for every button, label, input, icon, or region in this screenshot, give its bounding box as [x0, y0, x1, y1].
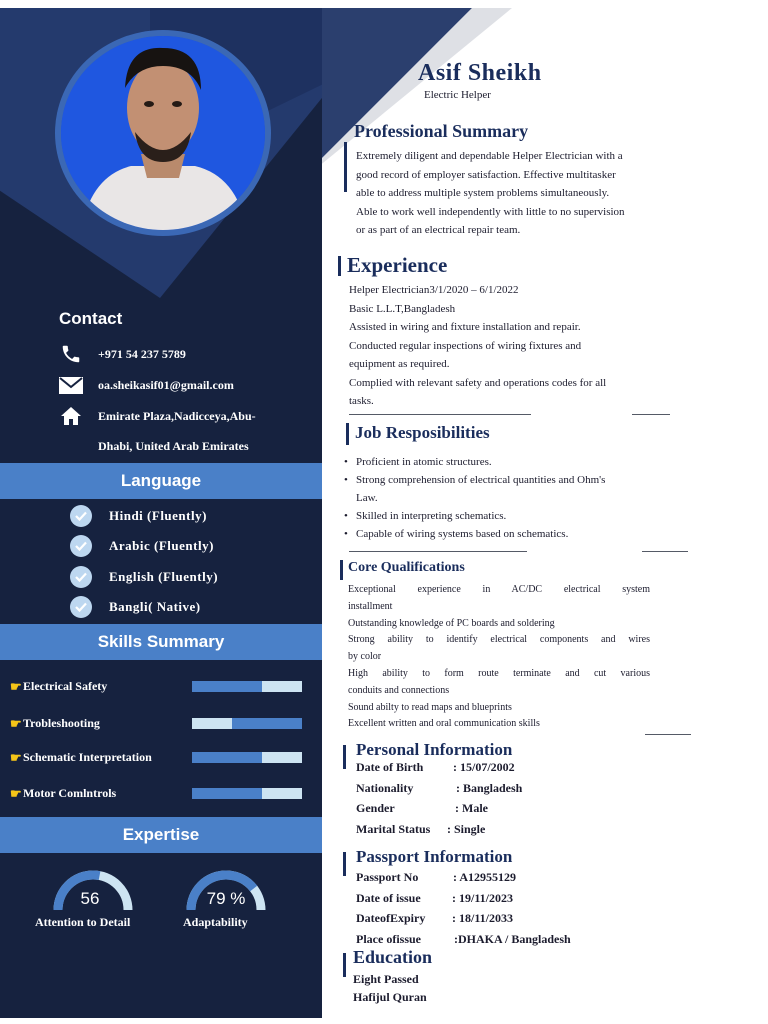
personal-heading: Personal Information: [356, 740, 513, 759]
section-marker: [338, 256, 341, 276]
attention-label: Attention to Detail: [35, 915, 131, 929]
section-marker: [343, 953, 346, 977]
info-row: [356, 798, 488, 819]
info-value: : 15/07/2002: [453, 760, 515, 774]
qualification-line: Strong ability to identify electrical components and wires: [348, 634, 650, 646]
passport-heading: Passport Information: [356, 847, 513, 866]
summary-line: Able to work well independently with little to no supervision: [356, 205, 625, 218]
divider: [632, 414, 670, 415]
profile-photo: [61, 36, 265, 230]
education-line: Hafijul Quran: [353, 990, 427, 1004]
experience-line: Complied with relevant safety and operations codes for all: [349, 376, 607, 389]
adaptability-label: Adaptability: [183, 915, 248, 929]
list-item: • Proficient in atomic structures.: [344, 453, 605, 471]
expertise-heading: Expertise: [0, 817, 322, 853]
check-icon: [70, 566, 92, 588]
qualification-line: Exceptional experience in AC/DC electrical system: [348, 584, 650, 595]
info-row: [356, 929, 571, 950]
info-value: :DHAKA / Bangladesh: [454, 931, 571, 946]
info-label: Place ofissue: [356, 931, 421, 946]
summary-line: able to address multiple system problems simultaneously.: [356, 187, 610, 199]
info-label: DateofExpiry: [356, 911, 426, 925]
qualifications-text: [348, 582, 650, 733]
info-value: : A12955129: [453, 870, 516, 884]
qualification-line: Excellent written and oral communication skills: [348, 718, 540, 730]
divider: [642, 551, 688, 552]
skill-name: Motor Comlntrols: [23, 786, 117, 800]
skill-row: [10, 716, 310, 734]
skill-level-fill: [192, 752, 262, 763]
divider: [349, 414, 531, 415]
pointing-hand-icon: ☛: [10, 786, 22, 801]
info-row: [356, 757, 515, 778]
qualification-line: Outstanding knowledge of PC boards and soldering: [348, 617, 555, 629]
pointing-hand-icon: ☛: [10, 750, 22, 765]
list-item: • Skilled in interpreting schematics.: [344, 507, 605, 525]
responsibilities-list: [344, 453, 605, 543]
section-marker: [343, 852, 346, 876]
language-item: [70, 535, 214, 557]
info-label: Date of Birth: [356, 760, 424, 774]
qualification-line: conduits and connections: [348, 684, 450, 696]
skill-row: [10, 786, 310, 804]
language-label: Hindi (Fluently): [109, 508, 207, 523]
check-icon: [70, 535, 92, 557]
home-icon: [58, 405, 84, 427]
experience-text: [349, 281, 606, 411]
qualification-line: High ability to form route terminate and cut various: [348, 667, 650, 679]
skills-heading: Skills Summary: [0, 624, 322, 660]
info-label: Date of issue: [356, 890, 421, 905]
list-item: • Strong comprehension of electrical quantities and Ohm's: [344, 471, 605, 489]
attention-value: 56: [80, 889, 100, 908]
section-marker: [346, 423, 349, 445]
qualifications-heading: Core Qualifications: [348, 560, 465, 575]
education-heading: Education: [353, 947, 433, 967]
info-row: [356, 888, 514, 909]
contact-heading: Contact: [59, 309, 123, 328]
education-line: Eight Passed: [353, 972, 419, 986]
info-row: [356, 908, 514, 929]
candidate-role: Electric Helper: [424, 89, 491, 101]
adaptability-value: 79 %: [206, 889, 246, 908]
info-row: [356, 867, 516, 888]
address-line-1: Emirate Plaza,Nadicceya,Abu-: [98, 409, 256, 423]
pointing-hand-icon: ☛: [10, 716, 22, 731]
qualification-line: Sound abilty to read maps and blueprints: [348, 701, 512, 713]
info-label: Passport No: [356, 870, 419, 884]
skill-row: [10, 750, 310, 768]
language-item: [70, 566, 218, 588]
experience-line: tasks.: [349, 395, 374, 407]
summary-line: or as part of an electrical repair team.: [356, 224, 521, 236]
divider: [349, 551, 527, 552]
responsibilities-heading: Job Resposibilities: [355, 423, 490, 442]
attention-gauge: [50, 868, 136, 914]
skill-level-bar: [192, 752, 302, 763]
skill-level-bar: [192, 788, 302, 799]
skill-level-fill: [192, 788, 262, 799]
info-value: : Male: [455, 801, 488, 815]
skill-level-bar: [192, 681, 302, 692]
skill-name: Electrical Safety: [23, 679, 108, 693]
pointing-hand-icon: ☛: [10, 679, 22, 694]
email-text: oa.sheikasif01@gmail.com: [98, 378, 234, 392]
skill-level-fill: [192, 681, 262, 692]
language-heading: Language: [0, 463, 322, 499]
skill-row: [10, 679, 310, 697]
contact-email: [58, 374, 234, 396]
check-icon: [70, 596, 92, 618]
language-item: [70, 596, 201, 618]
experience-line: Assisted in wiring and fixture installation and repair.: [349, 321, 581, 333]
contact-phone: [58, 343, 186, 365]
contact-address: [58, 405, 256, 461]
info-label: Marital Status: [356, 821, 431, 836]
language-label: Bangli( Native): [109, 599, 201, 614]
phone-text: +971 54 237 5789: [98, 347, 186, 361]
summary-line: Extremely diligent and dependable Helper Electrician with a: [356, 150, 623, 162]
experience-line: Helper Electrician3/1/2020 – 6/1/2022: [349, 284, 519, 296]
qualification-line: by color: [348, 651, 382, 663]
info-row: [356, 819, 486, 840]
address-line-2: Dhabi, United Arab Emirates: [98, 439, 249, 453]
skill-level-fill: [232, 718, 302, 729]
passport-info: [356, 867, 571, 949]
experience-line: Basic L.L.T,Bangladesh: [349, 302, 456, 315]
experience-heading: Experience: [347, 253, 448, 277]
list-item-continuation: Law.: [356, 492, 378, 504]
summary-line: good record of employer satisfaction. Effective multitasker: [356, 168, 616, 181]
profile-photo-frame: [55, 30, 271, 236]
experience-line: Conducted regular inspections of wiring fixtures and: [349, 339, 582, 352]
language-item: [70, 505, 207, 527]
personal-info: [356, 757, 523, 839]
skill-name: Schematic Interpretation: [23, 750, 152, 764]
skill-level-bar: [192, 718, 302, 729]
info-row: [356, 778, 523, 799]
candidate-name: Asif Sheikh: [418, 60, 542, 86]
education-text: [353, 970, 427, 1006]
person-portrait-icon: [61, 36, 265, 230]
section-marker: [340, 560, 343, 580]
summary-heading: Professional Summary: [354, 121, 529, 141]
language-label: English (Fluently): [109, 569, 219, 584]
section-marker: [343, 745, 346, 769]
experience-line: equipment as required.: [349, 358, 450, 370]
info-value: : 19/11/2023: [452, 890, 514, 905]
check-icon: [70, 505, 92, 527]
info-label: Gender: [356, 801, 395, 815]
info-value: : 18/11/2033: [452, 911, 514, 925]
adaptability-gauge: [183, 868, 269, 914]
info-value: : Single: [447, 821, 486, 836]
mail-icon: [58, 374, 84, 396]
divider: [645, 734, 691, 735]
info-label: Nationality: [356, 780, 414, 795]
qualification-line: installment: [348, 600, 393, 612]
language-label: Arabic (Fluently): [109, 538, 214, 553]
phone-icon: [58, 343, 84, 365]
info-value: : Bangladesh: [456, 780, 523, 795]
section-marker: [344, 142, 347, 192]
skill-name: Trobleshooting: [23, 716, 100, 730]
summary-text: [356, 147, 625, 240]
list-item: • Capable of wiring systems based on schematics.: [344, 525, 605, 543]
